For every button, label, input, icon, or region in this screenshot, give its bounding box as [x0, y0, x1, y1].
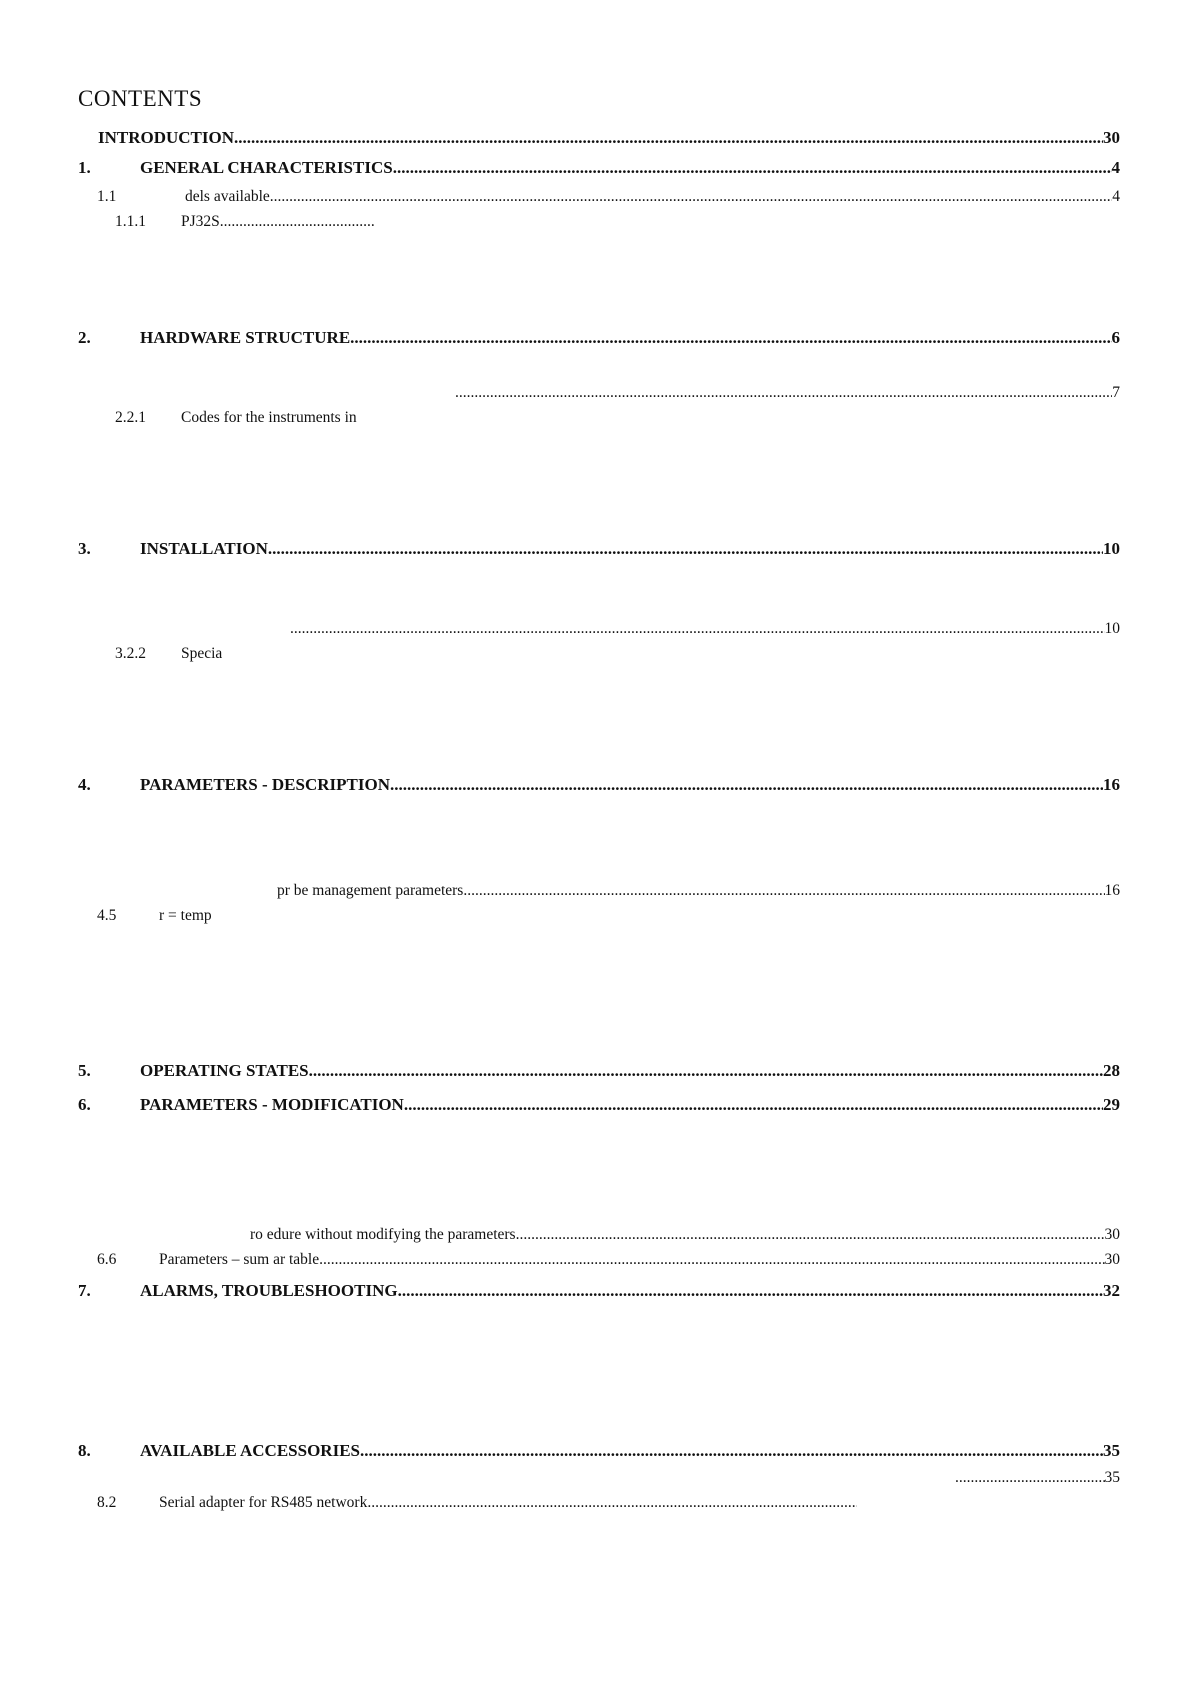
toc-introduction[interactable]: [78, 127, 1120, 149]
toc-page: 6: [1111, 328, 1120, 347]
toc-leader: [270, 186, 1112, 208]
toc-leader: [309, 1060, 1103, 1082]
toc-number: 4.5: [97, 907, 117, 924]
toc-page: 7: [1112, 384, 1120, 401]
toc-leader: [393, 157, 1112, 179]
toc-number: 6.: [78, 1095, 91, 1114]
toc-label: ALARMS, TROUBLESHOOTING: [140, 1281, 398, 1300]
toc-number: 1.1: [97, 188, 117, 205]
toc-section-2-2-1[interactable]: [115, 407, 415, 429]
toc-leader-start: ..: [290, 620, 298, 637]
toc-number: 2.2.1: [115, 409, 146, 426]
toc-page: 29: [1103, 1095, 1120, 1114]
toc-leader: [360, 1440, 1103, 1462]
toc-label: Specia: [181, 645, 223, 662]
toc-page: 28: [1103, 1061, 1120, 1080]
toc-fragment-6[interactable]: [250, 1224, 1120, 1246]
toc-section-1-1[interactable]: [97, 186, 1120, 208]
toc-section-7[interactable]: [78, 1280, 1120, 1302]
toc-leader: [319, 1249, 1104, 1271]
toc-label: pr be management parameters: [277, 882, 464, 899]
toc-leader: [234, 127, 1103, 149]
toc-label: PARAMETERS - MODIFICATION: [140, 1095, 404, 1114]
toc-label: OPERATING STATES: [140, 1061, 309, 1080]
toc-page: 30: [1104, 1251, 1120, 1268]
toc-label: dels available: [185, 188, 270, 205]
toc-leader: [298, 618, 1105, 640]
toc-page: 4: [1111, 158, 1120, 177]
toc-label: HARDWARE STRUCTURE: [140, 328, 351, 347]
toc-leader: [463, 880, 1104, 902]
toc-leader: [516, 1224, 1105, 1246]
toc-leader: [350, 327, 1111, 349]
toc-leader: [398, 1280, 1103, 1302]
toc-label: Serial adapter for RS485 network: [159, 1494, 368, 1511]
toc-number: 8.2: [97, 1494, 117, 1511]
toc-number: 1.1.1: [115, 213, 146, 230]
toc-fragment-3[interactable]: [290, 618, 1120, 640]
contents-title: CONTENTS: [78, 86, 203, 111]
toc-fragment-4[interactable]: [277, 880, 1120, 902]
toc-section-3-2-2[interactable]: [115, 643, 315, 665]
toc-section-5[interactable]: [78, 1060, 1120, 1082]
toc-leader: [268, 538, 1103, 560]
toc-label: INSTALLATION: [140, 539, 268, 558]
toc-page: 16: [1103, 775, 1120, 794]
toc-page: 10: [1104, 620, 1120, 637]
toc-page: 35: [1104, 1469, 1120, 1486]
toc-number: 4.: [78, 775, 91, 794]
toc-label: r = temp: [159, 907, 212, 924]
toc-section-4[interactable]: [78, 774, 1120, 796]
toc-section-1[interactable]: [78, 157, 1120, 179]
toc-leader: [390, 774, 1103, 796]
toc-fragment-2[interactable]: [455, 382, 1120, 404]
toc-number: 2.: [78, 328, 91, 347]
toc-leader-start: ..: [455, 384, 463, 401]
toc-page: 10: [1103, 539, 1120, 558]
toc-section-8[interactable]: [78, 1440, 1120, 1462]
toc-page: 16: [1104, 882, 1120, 899]
toc-fragment-8[interactable]: [955, 1467, 1120, 1489]
toc-page: 35: [1103, 1441, 1120, 1460]
toc-section-3[interactable]: [78, 538, 1120, 560]
toc-section-4-5[interactable]: [97, 905, 317, 927]
toc-section-2[interactable]: [78, 327, 1120, 349]
toc-leader-start: ..: [955, 1469, 963, 1486]
toc-number: 7.: [78, 1281, 91, 1300]
toc-page: 32: [1103, 1281, 1120, 1300]
toc-number: 3.2.2: [115, 645, 146, 662]
toc-leader: [220, 211, 375, 233]
toc-leader: [963, 1467, 1105, 1489]
toc-section-8-2[interactable]: [97, 1492, 857, 1514]
toc-section-6-6[interactable]: [97, 1249, 1120, 1271]
toc-label: GENERAL CHARACTERISTICS: [140, 158, 393, 177]
toc-section-1-1-1[interactable]: [115, 211, 375, 233]
toc-number: 3.: [78, 539, 91, 558]
toc-leader: [463, 382, 1113, 404]
toc-number: 1.: [78, 158, 91, 177]
toc-label: PJ32S: [181, 213, 220, 230]
toc-label: INTRODUCTION: [98, 128, 235, 147]
toc-number: 5.: [78, 1061, 91, 1080]
toc-label: Codes for the instruments in: [181, 409, 357, 426]
toc-page: 30: [1104, 1226, 1120, 1243]
toc-leader: [404, 1094, 1103, 1116]
toc-page: 4: [1112, 188, 1120, 205]
toc-label: Parameters – sum ar table: [159, 1251, 320, 1268]
toc-leader: [367, 1492, 857, 1514]
toc-label: AVAILABLE ACCESSORIES: [140, 1441, 360, 1460]
toc-label: PARAMETERS - DESCRIPTION: [140, 775, 390, 794]
toc-section-6[interactable]: [78, 1094, 1120, 1116]
toc-label: ro edure without modifying the parameters: [250, 1226, 516, 1243]
toc-number: 6.6: [97, 1251, 117, 1268]
toc-page: 30: [1103, 128, 1120, 147]
toc-number: 8.: [78, 1441, 91, 1460]
